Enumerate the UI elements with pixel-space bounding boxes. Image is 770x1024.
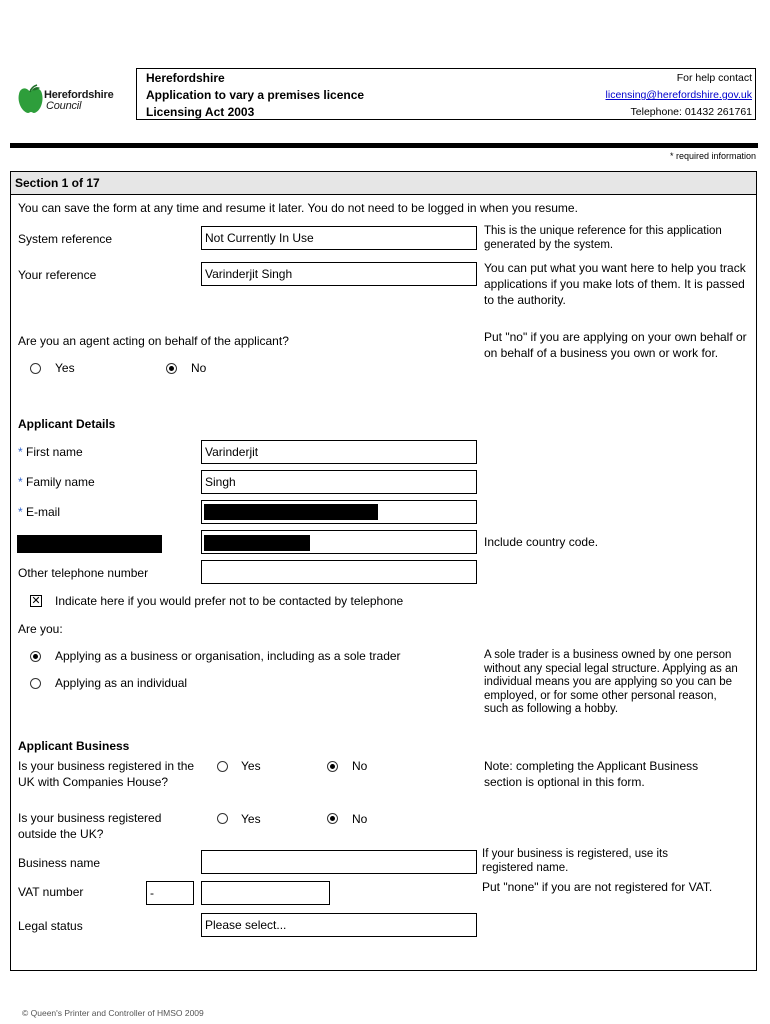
outside-uk-no-label: No xyxy=(352,812,368,826)
first-name-input[interactable]: Varinderjit xyxy=(201,440,477,464)
header-line-2: Application to vary a premises licence xyxy=(146,88,365,102)
business-name-label: Business name xyxy=(18,856,101,870)
help-contact-label: For help contact xyxy=(676,72,752,84)
individual-radio[interactable] xyxy=(30,678,41,689)
outside-uk-no-radio[interactable] xyxy=(327,813,338,824)
section-header-bar xyxy=(10,171,757,195)
family-name-row-label xyxy=(18,474,95,490)
applicant-business-heading: Applicant Business xyxy=(18,739,130,753)
section-title: Section 1 of 17 xyxy=(15,176,100,190)
redacted-email xyxy=(204,504,378,520)
business-name-help: If your business is registered, use its registered name. xyxy=(482,848,668,874)
required-star: * xyxy=(18,475,23,489)
business-name-input[interactable] xyxy=(201,850,477,874)
companies-house-yes-label: Yes xyxy=(241,759,261,773)
companies-house-question: Is your business registered in the UK with Companies House? xyxy=(18,759,195,789)
divider xyxy=(10,143,758,148)
other-phone-input[interactable] xyxy=(201,560,477,584)
agent-yes-label: Yes xyxy=(55,361,75,375)
telephone-input[interactable] xyxy=(201,530,477,554)
vat-help: Put "none" if you are not registered for VAT. xyxy=(482,880,713,894)
agent-yes-radio[interactable] xyxy=(30,363,41,374)
agent-question: Are you an agent acting on behalf of the applicant? xyxy=(18,334,289,348)
agent-help: Put "no" if you are applying on your own behalf or on behalf of a business you own or work for. xyxy=(484,330,747,360)
vat-number-input[interactable] xyxy=(201,881,330,905)
companies-house-no-label: No xyxy=(352,759,368,773)
vat-prefix-input[interactable]: - xyxy=(146,881,194,905)
header-line-3: Licensing Act 2003 xyxy=(146,105,255,119)
contact-email-link[interactable]: licensing@herefordshire.gov.uk xyxy=(605,89,752,101)
applicant-details-heading: Applicant Details xyxy=(18,417,116,431)
outside-uk-yes-label: Yes xyxy=(241,812,261,826)
business-note: Note: completing the Applicant Business section is optional in this form. xyxy=(484,759,699,789)
family-name-input[interactable]: Singh xyxy=(201,470,477,494)
your-reference-input[interactable]: Varinderjit Singh xyxy=(201,262,477,286)
intro-text: You can save the form at any time and resume it later. You do not need to be logged in when you resume. xyxy=(18,201,578,215)
sole-trader-help: A sole trader is a business owned by one person without any special legal structure. Applying as an individual means you are applying so you can be employed, or for some other personal reason, such as following a hobby. xyxy=(484,649,738,715)
family-name-label: Family name xyxy=(26,475,95,489)
required-star: * xyxy=(18,505,23,519)
individual-option-label: Applying as an individual xyxy=(55,676,188,690)
companies-house-yes-radio[interactable] xyxy=(217,761,228,772)
system-reference-field: Not Currently In Use xyxy=(201,226,477,250)
are-you-label: Are you: xyxy=(18,622,63,636)
header-title xyxy=(146,70,364,121)
agent-no-radio[interactable] xyxy=(166,363,177,374)
email-input[interactable] xyxy=(201,500,477,524)
outside-uk-yes-radio[interactable] xyxy=(217,813,228,824)
no-phone-contact-checkbox[interactable]: ✕ xyxy=(31,595,41,607)
legal-status-label: Legal status xyxy=(18,919,83,933)
logo-text xyxy=(44,90,114,112)
companies-house-no-radio[interactable] xyxy=(327,761,338,772)
header-line-1: Herefordshire xyxy=(146,71,225,85)
business-radio[interactable] xyxy=(30,651,41,662)
required-star: * xyxy=(18,445,23,459)
first-name-label: First name xyxy=(26,445,83,459)
help-contact xyxy=(606,70,752,121)
redacted-phone xyxy=(204,535,310,551)
footer-copyright: © Queen's Printer and Controller of HMSO 2009 xyxy=(22,1008,204,1018)
system-reference-help: This is the unique reference for this application generated by the system. xyxy=(484,225,722,251)
no-phone-contact-label: Indicate here if you would prefer not to be contacted by telephone xyxy=(55,594,404,608)
your-reference-help: You can put what you want here to help you track applications if you make lots of them. It is passed to the authority. xyxy=(484,261,746,307)
legal-status-select[interactable]: Please select... xyxy=(201,913,477,937)
redacted-phone-label xyxy=(17,535,162,553)
phone-help: Include country code. xyxy=(484,535,599,549)
logo-line-1: Herefordshire xyxy=(44,89,114,101)
contact-phone: Telephone: 01432 261761 xyxy=(630,106,752,118)
required-note: * required information xyxy=(669,151,756,161)
agent-no-label: No xyxy=(191,361,207,375)
vat-number-label: VAT number xyxy=(18,885,84,899)
your-reference-label: Your reference xyxy=(18,268,97,282)
other-phone-label: Other telephone number xyxy=(18,566,149,580)
email-row-label xyxy=(18,504,60,520)
business-option-label: Applying as a business or organisation, including as a sole trader xyxy=(55,649,401,663)
outside-uk-question: Is your business registered outside the UK? xyxy=(18,811,162,841)
logo-line-2: Council xyxy=(46,100,82,112)
email-label: E-mail xyxy=(26,505,61,519)
system-reference-label: System reference xyxy=(18,232,113,246)
first-name-row-label xyxy=(18,444,83,460)
